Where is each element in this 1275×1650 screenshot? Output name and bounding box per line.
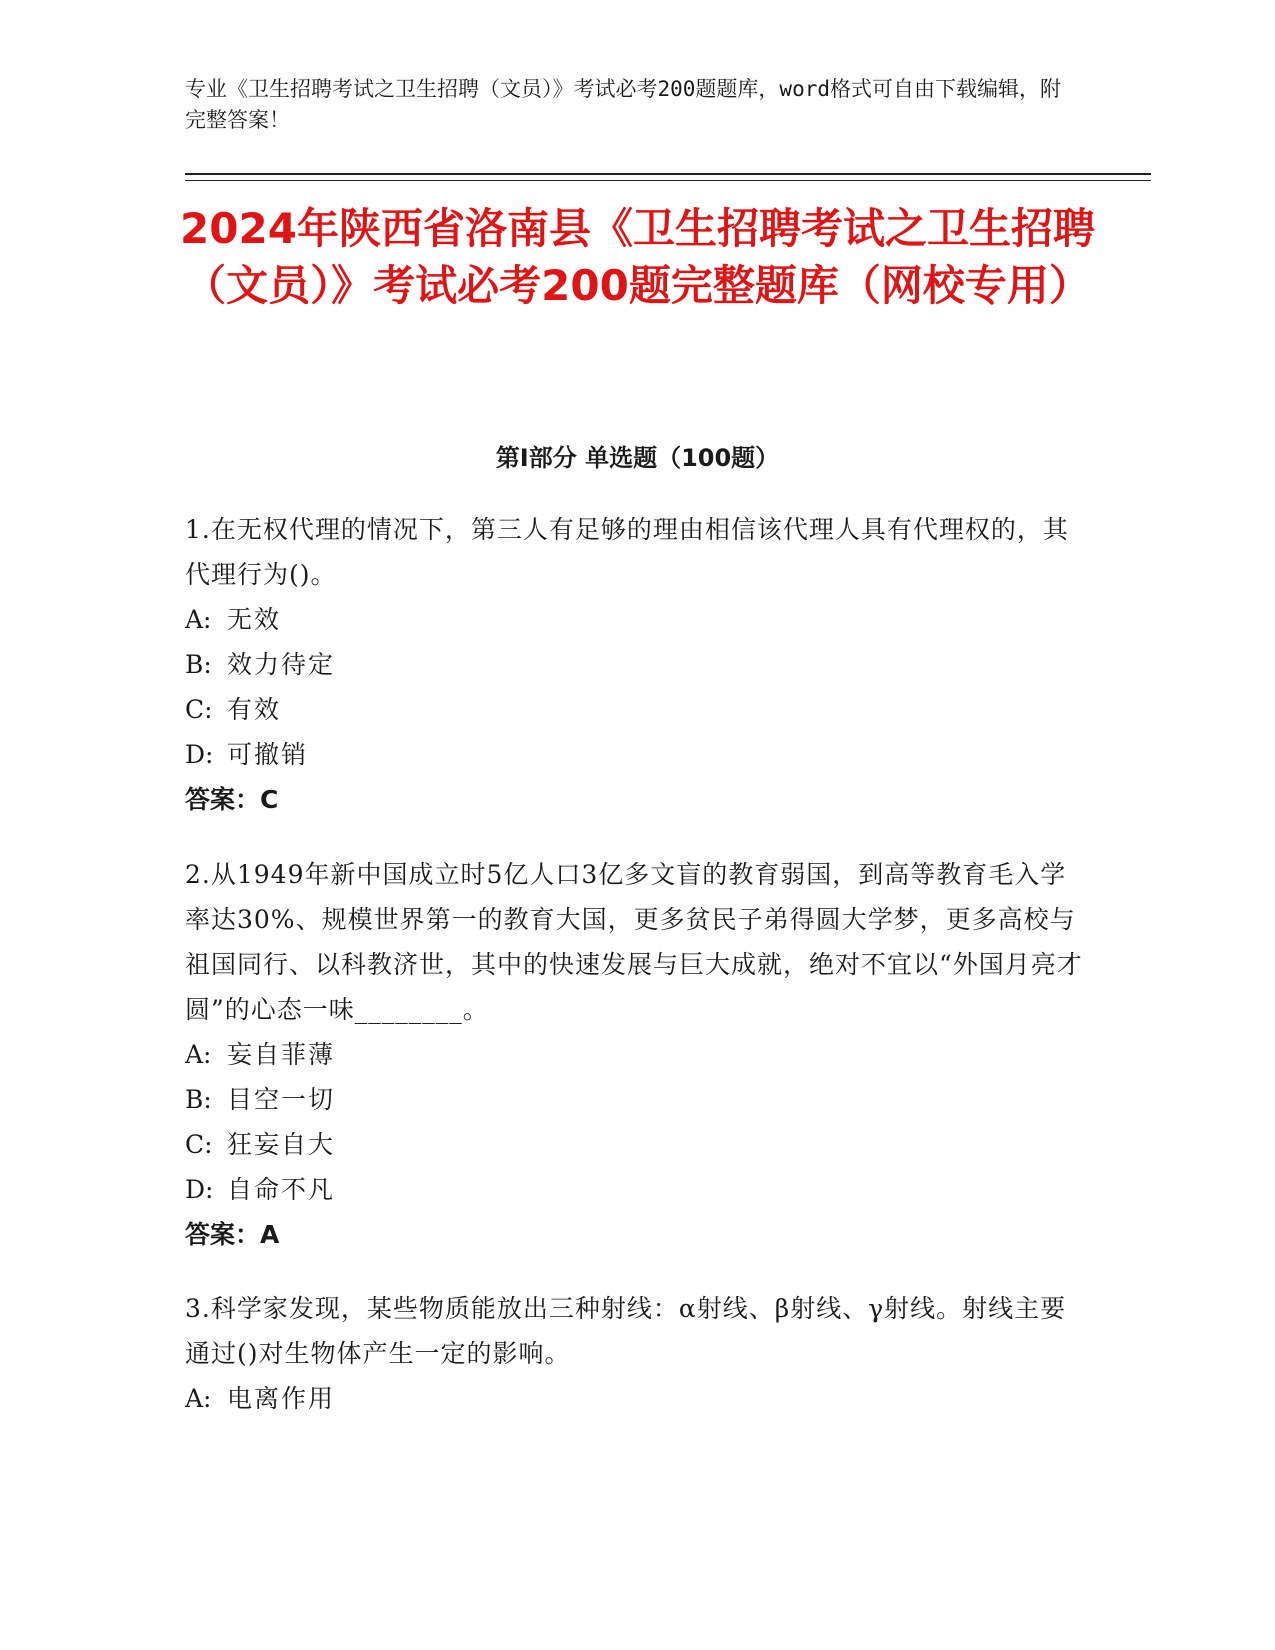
option-text: 狂妄自大	[227, 1130, 336, 1159]
option-label: C:	[185, 695, 213, 724]
question-stem: 3.科学家发现，某些物质能放出三种射线：α射线、β射线、γ射线。射线主要通过()对生物体产生一定的影响。	[185, 1294, 1067, 1368]
option-c	[185, 1122, 1085, 1167]
option-text: 无效	[227, 605, 282, 634]
option-text: 电离作用	[227, 1384, 336, 1413]
option-text: 有效	[227, 695, 282, 724]
option-c	[185, 687, 1085, 732]
option-text: 自命不凡	[227, 1175, 336, 1204]
header-divider	[185, 173, 1151, 175]
document-title: 2024年陕西省洛南县《卫生招聘考试之卫生招聘（文员）》考试必考200题完整题库（网校专用）	[180, 204, 1095, 310]
question-item	[185, 507, 1085, 822]
option-d	[185, 1167, 1085, 1212]
option-label: B:	[185, 1085, 212, 1114]
question-stem: 1.在无权代理的情况下，第三人有足够的理由相信该代理人具有代理权的，其代理行为()。	[185, 515, 1069, 589]
question-item	[185, 1286, 1085, 1421]
option-label: A:	[185, 605, 212, 634]
option-text: 妄自菲薄	[227, 1040, 336, 1069]
option-a	[185, 1376, 1085, 1421]
option-label: D:	[185, 740, 214, 769]
option-label: A:	[185, 1384, 212, 1413]
option-a	[185, 597, 1085, 642]
option-d	[185, 732, 1085, 777]
question-stem: 2.从1949年新中国成立时5亿人口3亿多文盲的教育弱国，到高等教育毛入学率达30%、规模世界第一的教育大国，更多贫民子弟得圆大学梦，更多高校与祖国同行、以科教济世，其中的快速发展与巨大成就，绝对不宜以“外国月亮才圆”的心态一味________。	[185, 860, 1083, 1024]
option-label: D:	[185, 1175, 214, 1204]
option-b	[185, 1077, 1085, 1122]
option-label: B:	[185, 650, 212, 679]
header-divider-thin	[185, 180, 1151, 181]
section-heading: 第Ⅰ部分 单选题（100题）	[495, 444, 780, 472]
question-item	[185, 852, 1085, 1257]
option-text: 可撤销	[227, 740, 309, 769]
answer-line: 答案：A	[185, 1220, 280, 1249]
option-label: C:	[185, 1130, 213, 1159]
option-label: A:	[185, 1040, 212, 1069]
option-text: 目空一切	[227, 1085, 336, 1114]
answer-line: 答案：C	[185, 785, 279, 814]
intro-text: 专业《卫生招聘考试之卫生招聘（文员）》考试必考200题题库，word格式可自由下载编辑，附完整答案！	[185, 77, 1061, 132]
option-text: 效力待定	[227, 650, 336, 679]
option-a	[185, 1032, 1085, 1077]
option-b	[185, 642, 1085, 687]
